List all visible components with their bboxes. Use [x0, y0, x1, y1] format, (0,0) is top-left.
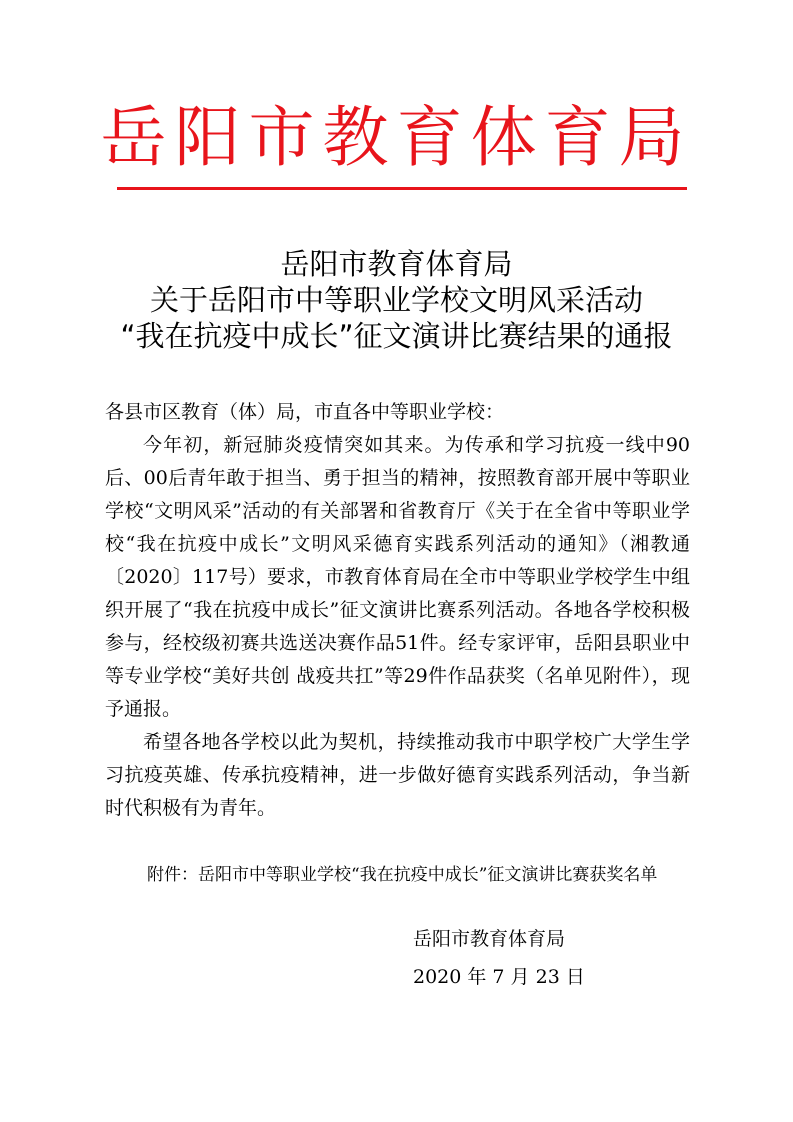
signing-date: 2020 年 7 月 23 日 [413, 966, 585, 988]
document-title [0, 246, 793, 354]
title-line-3: “我在抗疫中成长”征文演讲比赛结果的通报 [120, 319, 673, 353]
body-paragraph-2: 希望各地各学校以此为契机，持续推动我市中职学校广大学生学习抗疫英雄、传承抗疫精神，进一步做好德育实践系列活动，争当新时代积极有为青年。 [105, 731, 690, 819]
body-paragraph-1: 今年初，新冠肺炎疫情突如其来。为传承和学习抗疫一线中90后、00后青年敢于担当、勇于担当的精神，按照教育部开展中等职业学校“文明风采”活动的有关部署和省教育厅《关于在全省中等职业学校“我在抗疫中成长”文明风采德育实践系列活动的通知》（湘教通〔2020〕117号）要求，市教育体育局在全市中等职业学校学生中组织开展了“我在抗疫中成长”征文演讲比赛系列活动。各地各学校积极参与，经校级初赛共选送决赛作品51件。经专家评审，岳阳县职业中等专业学校“美好共创 战疫共扛”等29件作品获奖（名单见附件），现予通报。 [105, 434, 690, 720]
title-line-1: 岳阳市教育体育局 [280, 247, 513, 281]
masthead-title: 岳阳市教育体育局 [100, 99, 693, 176]
attachment-note: 附件：岳阳市中等职业学校“我在抗疫中成长”征文演讲比赛获奖名单 [147, 865, 658, 885]
title-line-2: 关于岳阳市中等职业学校文明风采活动 [149, 283, 643, 317]
salutation: 各县市区教育（体）局，市直各中等职业学校： [105, 401, 505, 423]
signer-name: 岳阳市教育体育局 [413, 928, 566, 950]
red-divider-line [117, 187, 687, 190]
